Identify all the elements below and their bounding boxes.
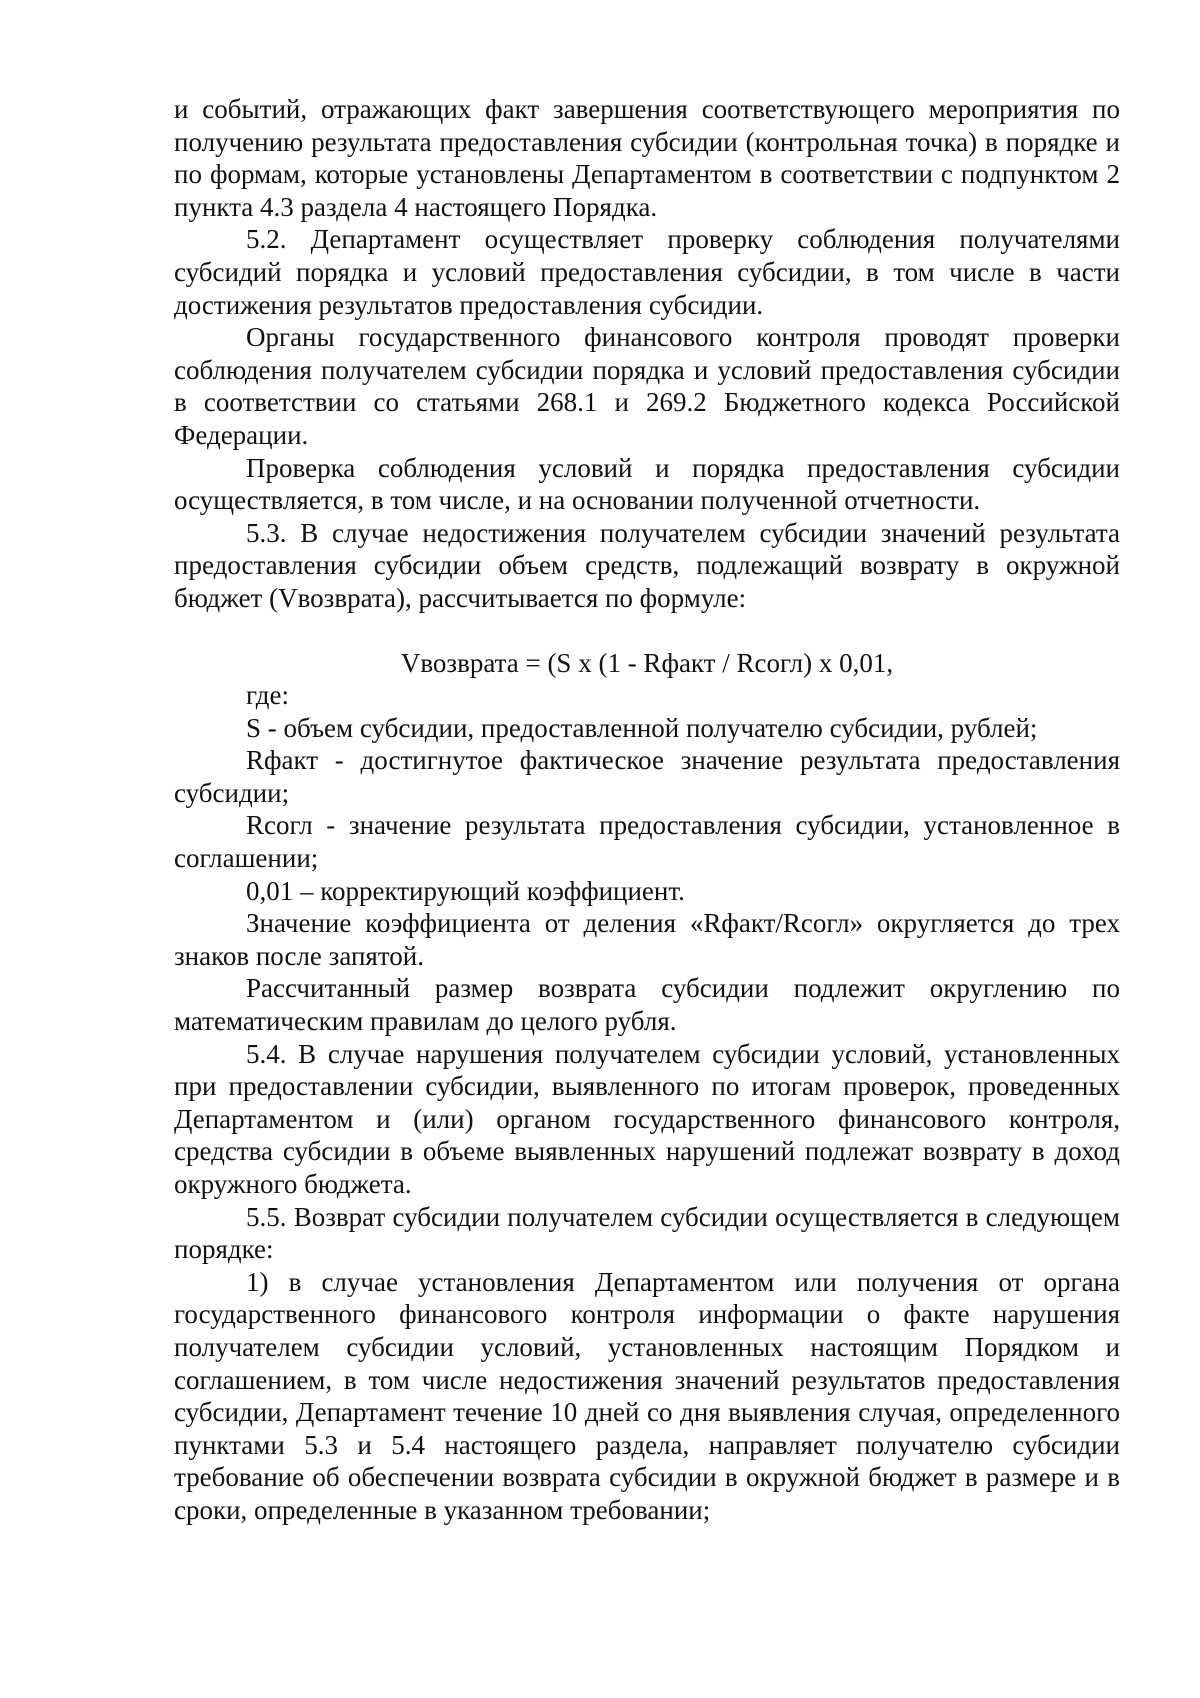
return-formula: Vвозврата = (S x (1 - Rфакт / Rсогл) x 0,01, [400,647,894,678]
paragraph-control-bodies: Органы государственного финансового контроля проводят проверки соблюдения получателем субсидии порядка и условий предоставления субсидии в соответствии со статьями 268.1 и 269.2 Бюджетного кодекса Российской Федерации. [174,322,1120,450]
paragraph-5-4: 5.4. В случае нарушения получателем субсидии условий, установленных при предоставлении субсидии, выявленного по итогам проверок, проведенных Департаментом и (или) органом государственного финансового контроля, средства субсидии в объеме выявленных нарушений подлежат возврату в доход окружного бюджета. [174,1038,1120,1199]
definition-s: S - объем субсидии, предоставленной получателю субсидии, рублей; [246,712,1038,743]
paragraph-5-5-1: 1) в случае установления Департаментом или получения от органа государственного финансового контроля информации о факте нарушения получателем субсидии условий, установленных настоящим Порядком и соглашением, в том числе недостижения значений результатов предоставления субсидии, Департамент течение 10 дней со дня выявления случая, определенного пунктами 5.3 и 5.4 настоящего раздела, направляет получателю субсидии требование об обеспечении возврата субсидии в окружной бюджет в размере и в сроки, определенные в указанном требовании; [174,1266,1120,1525]
definition-coefficient: 0,01 – корректирующий коэффициент. [246,875,685,906]
paragraph-intro: и событий, отражающих факт завершения соответствующего мероприятия по получению результата предоставления субсидии (контрольная точка) в порядке и по формам, которые установлены Департаментом в соответствии с подпунктом 2 пункта 4.3 раздела 4 настоящего Порядка. [174,94,1120,222]
paragraph-where: где: [246,680,289,711]
paragraph-check: Проверка соблюдения условий и порядка предоставления субсидии осуществляется, в том числе, и на основании полученной отчетности. [174,452,1120,516]
paragraph-rounding-amount: Рассчитанный размер возврата субсидии подлежит округлению по математическим правилам до целого рубля. [174,973,1120,1037]
definition-rsogl: Rсогл - значение результата предоставления субсидии, установленное в соглашении; [174,810,1120,874]
paragraph-5-2: 5.2. Департамент осуществляет проверку соблюдения получателями субсидий порядка и условий предоставления субсидии, в том числе в части достижения результатов предоставления субсидии. [174,224,1120,320]
definition-rfact: Rфакт - достигнутое фактическое значение результата предоставления субсидии; [174,745,1120,808]
paragraph-5-5: 5.5. Возврат субсидии получателем субсидии осуществляется в следующем порядке: [174,1201,1120,1265]
document-body [174,93,1120,1527]
paragraph-5-3: 5.3. В случае недостижения получателем субсидии значений результата предоставления субсидии объем средств, подлежащий возврату в окружной бюджет (Vвозврата), рассчитывается по формуле: [174,517,1120,613]
paragraph-rounding-ratio: Значение коэффициента от деления «Rфакт/Rсогл» округляется до трех знаков после запятой. [174,908,1120,971]
